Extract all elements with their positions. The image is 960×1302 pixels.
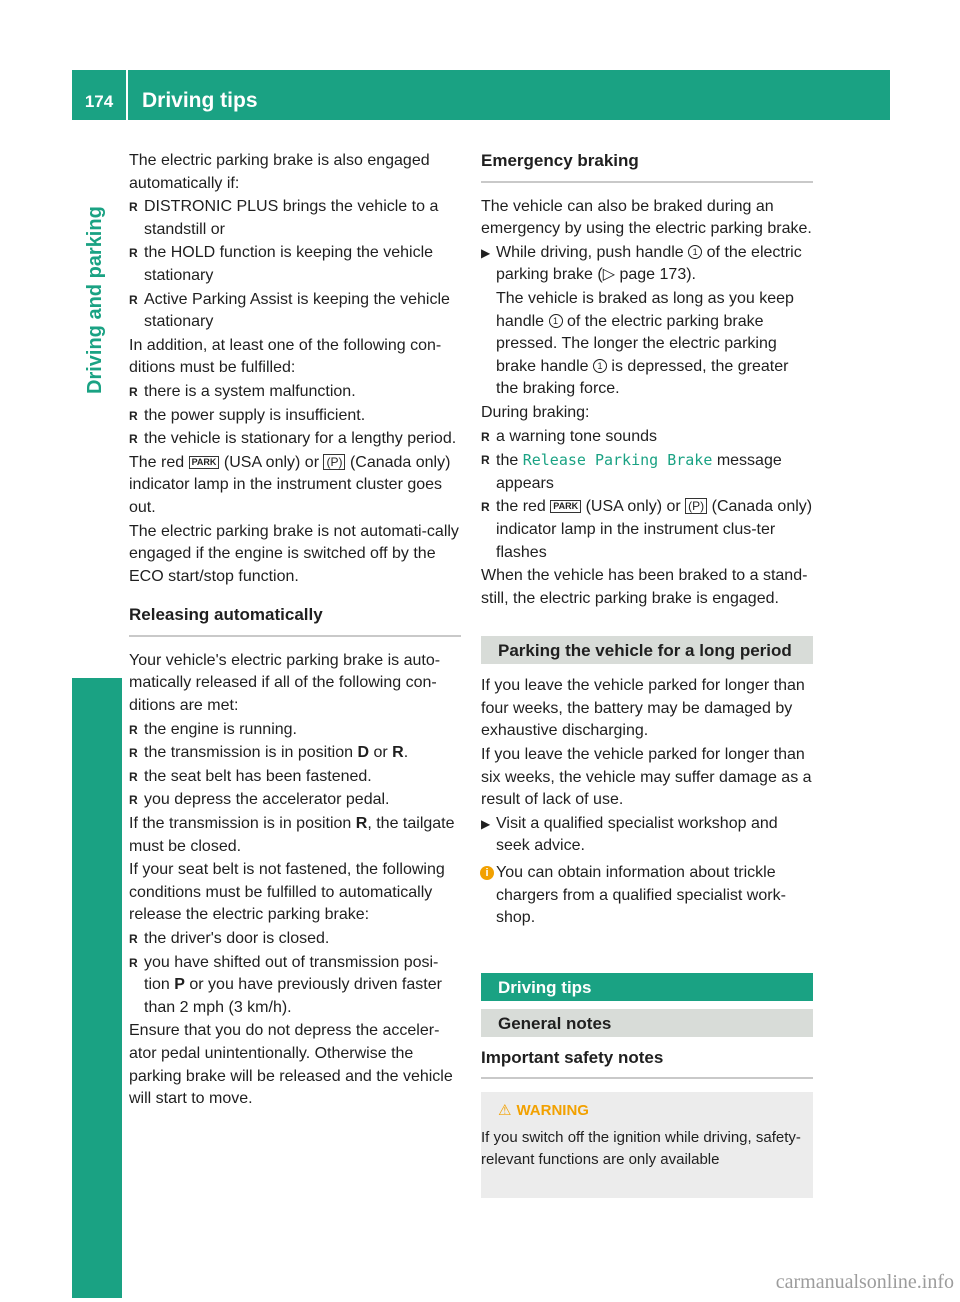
watermark: carmanualsonline.info bbox=[775, 1271, 954, 1293]
page-number: 174 bbox=[84, 92, 114, 111]
paragraph: During braking: bbox=[481, 403, 590, 421]
section-heading: Emergency braking bbox=[481, 150, 813, 183]
action-result: The vehicle is braked as long as you keep handle 1 of the electric parking brake pressed. The longer the electric parking brake handle 1 is depressed, the greater the braking force. bbox=[496, 289, 794, 398]
side-tab-block bbox=[72, 678, 122, 1298]
list-item: R DISTRONIC PLUS brings the vehicle to a standstill or bbox=[129, 198, 439, 238]
section-bar: Driving tips bbox=[481, 973, 813, 1001]
section-heading: Important safety notes bbox=[481, 1047, 813, 1080]
right-column bbox=[481, 150, 813, 1198]
left-column bbox=[129, 150, 461, 1112]
parking-brake-indicator-icon: (P) bbox=[323, 454, 345, 470]
bullet-icon: R bbox=[129, 432, 138, 447]
list-item: R there is a system malfunction. bbox=[129, 381, 461, 404]
bullet-icon: R bbox=[481, 429, 490, 444]
list-item: R the Release Parking Brake message appears bbox=[481, 451, 782, 492]
park-indicator-icon: PARK bbox=[189, 456, 220, 469]
bullet-icon: R bbox=[129, 384, 138, 399]
action-step: ▶ While driving, push handle 1 of the electric parking brake (▷ page 173). bbox=[481, 243, 802, 284]
action-arrow-icon: ▶ bbox=[481, 245, 491, 260]
bullet-icon: R bbox=[129, 408, 138, 423]
bullet-icon: R bbox=[129, 793, 138, 808]
parking-brake-indicator-icon: (P) bbox=[685, 498, 707, 514]
paragraph: The electric parking brake is not automati-cally engaged if the engine is switched off by the ECO start/stop function. bbox=[129, 522, 459, 585]
bullet-icon: R bbox=[129, 746, 138, 761]
page-link[interactable]: page 173). bbox=[619, 266, 696, 284]
subsection-bar: General notes bbox=[481, 1009, 813, 1037]
bullet-icon: R bbox=[481, 453, 490, 468]
list-item: R the vehicle is stationary for a lengthy period. bbox=[129, 428, 461, 451]
list-item: R a warning tone sounds bbox=[481, 426, 813, 449]
warning-title: ⚠ WARNING bbox=[481, 1100, 813, 1123]
bullet-icon: R bbox=[129, 932, 138, 946]
info-note: i You can obtain information about trickle chargers from a qualified specialist work-shop. bbox=[481, 862, 813, 930]
paragraph: If you leave the vehicle parked for longer than six weeks, the vehicle may suffer damage as a result of lack of use. bbox=[481, 746, 812, 809]
paragraph: If your seat belt is not fastened, the following conditions must be fulfilled to automatically release the electric parking brake: bbox=[129, 861, 445, 924]
callout-1-icon: 1 bbox=[549, 314, 563, 328]
list-item: R the seat belt has been fastened. bbox=[129, 766, 461, 789]
bullet-icon: R bbox=[129, 292, 138, 307]
info-icon: i bbox=[480, 866, 494, 880]
paragraph: Your vehicle's electric parking brake is auto-matically released if all of the following con-ditions are met: bbox=[129, 651, 441, 715]
list-item: R you have shifted out of transmission posi-tion P or you have previously driven faster than 2 mph (3 km/h). bbox=[129, 953, 442, 1016]
action-arrow-icon: ▶ bbox=[481, 816, 491, 831]
header-divider bbox=[126, 70, 128, 120]
warning-text: If you switch off the ignition while driving, safety-relevant functions are only available bbox=[481, 1129, 801, 1168]
paragraph: The red PARK (USA only) or (P) (Canada only) indicator lamp in the instrument cluster goes out. bbox=[129, 453, 451, 516]
list-item: R the HOLD function is keeping the vehicle stationary bbox=[129, 244, 434, 284]
paragraph: If you leave the vehicle parked for longer than four weeks, the battery may be damaged by exhaustive discharging. bbox=[481, 677, 805, 740]
list-item: R the transmission is in position D or R. bbox=[129, 742, 461, 765]
list-item: R the power supply is insufficient. bbox=[129, 405, 461, 428]
list-item: R the driver's door is closed. bbox=[129, 928, 461, 951]
warning-box bbox=[481, 1092, 813, 1198]
action-step: ▶ Visit a qualified specialist workshop and seek advice. bbox=[481, 814, 778, 855]
paragraph: Ensure that you do not depress the acceler-ator pedal unintentionally. Otherwise the parking brake will be released and the vehicle will start to move. bbox=[129, 1022, 453, 1108]
list-item: R the engine is running. bbox=[129, 719, 461, 742]
paragraph: The vehicle can also be braked during an emergency by using the electric parking brake. bbox=[481, 197, 812, 238]
park-indicator-icon: PARK bbox=[550, 500, 581, 513]
paragraph: The electric parking brake is also engaged automatically if: bbox=[129, 152, 430, 192]
page-title: Driving tips bbox=[142, 89, 258, 112]
paragraph: If the transmission is in position R, the tailgate must be closed. bbox=[129, 815, 455, 855]
bullet-icon: R bbox=[129, 769, 138, 784]
list-item: R you depress the accelerator pedal. bbox=[129, 789, 461, 812]
list-item: R the red PARK (USA only) or (P) (Canada only) indicator lamp in the instrument clus-ter flashes bbox=[481, 498, 813, 561]
subsection-bar: Parking the vehicle for a long period bbox=[481, 636, 813, 664]
callout-1-icon: 1 bbox=[688, 245, 702, 259]
bullet-icon: R bbox=[129, 722, 138, 737]
side-section-label: Driving and parking bbox=[84, 206, 106, 394]
bullet-icon: R bbox=[129, 955, 138, 970]
bullet-icon: R bbox=[129, 246, 138, 261]
page-ref-icon: ▷ bbox=[602, 266, 616, 284]
display-message: Release Parking Brake bbox=[522, 451, 713, 470]
bullet-icon: R bbox=[129, 200, 138, 215]
warning-triangle-icon: ⚠ bbox=[498, 1102, 512, 1120]
callout-1-icon: 1 bbox=[593, 359, 607, 373]
paragraph: When the vehicle has been braked to a stand-still, the electric parking brake is engaged. bbox=[481, 567, 808, 607]
bullet-icon: R bbox=[481, 500, 490, 515]
list-item: R Active Parking Assist is keeping the vehicle stationary bbox=[129, 290, 450, 331]
paragraph: In addition, at least one of the following con-ditions must be fulfilled: bbox=[129, 336, 442, 377]
section-heading: Releasing automatically bbox=[129, 604, 461, 637]
